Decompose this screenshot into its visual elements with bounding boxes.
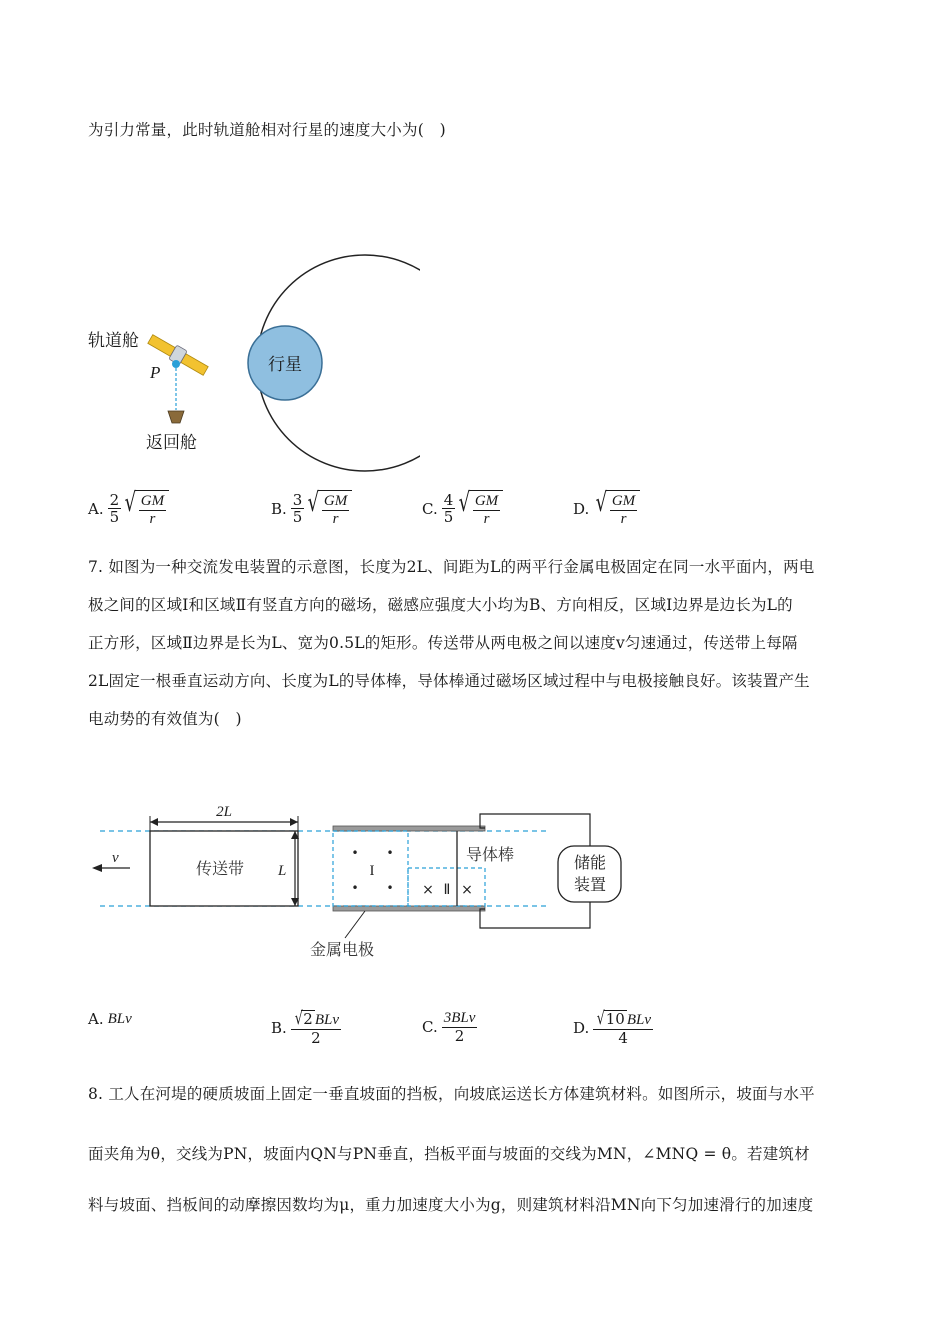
region-2-label: Ⅱ (443, 882, 451, 898)
storage-label-1: 储能 (573, 853, 607, 872)
orbiter-label: 轨道舱 (88, 331, 139, 351)
storage-label-2: 装置 (573, 875, 607, 894)
q7-option-a[interactable] (88, 1010, 132, 1028)
region-1-label: I (369, 863, 375, 879)
solar-panel-right (181, 354, 209, 376)
option-c-coefficient: $\frac{4}{5}$ (443, 490, 454, 526)
q7-line-3: 正方形，区域Ⅱ边界是长为L、宽为0.5L的矩形。传送带从两电极之间以速度v匀速通过，传送带上每隔 (88, 634, 798, 652)
q7-line-2: 极之间的区域I和区域Ⅱ有竖直方向的磁场，磁感应强度大小均为B、方向相反，区域I边界是边长为L的 (88, 596, 793, 614)
region-1-dot: • (351, 881, 359, 895)
region-1-dot: • (386, 881, 394, 895)
planet-label: 行星 (268, 355, 302, 375)
option-c-expr: $\frac{\text{3BLv}}{2}$ (443, 1010, 476, 1045)
top-electrode (333, 826, 485, 831)
option-a-expr: BLv (107, 1010, 132, 1027)
option-b-label: B. (271, 1019, 287, 1037)
width-label: 2L (216, 804, 232, 820)
option-c-radical: √ $\frac{GM}{r}$ (456, 490, 503, 527)
option-b-label: B. (271, 499, 287, 518)
point-p-marker (172, 360, 180, 368)
orbit-figure (80, 240, 420, 480)
q7-option-d[interactable] (573, 1010, 654, 1046)
q7-line-5: 电动势的有效值为( ) (88, 710, 242, 728)
solar-panel-left (148, 335, 176, 357)
option-d-label: D. (573, 499, 590, 518)
q6-question-tail: 为引力常量，此时轨道舱相对行星的速度大小为( ) (88, 121, 446, 139)
option-d-radical: √ $\frac{GM}{r}$ (593, 490, 640, 527)
electrode-label: 金属电极 (310, 940, 375, 959)
option-a-coefficient: $\frac{2}{5}$ (109, 490, 120, 526)
q6-option-c[interactable] (422, 490, 503, 527)
q7-option-b[interactable] (271, 1010, 342, 1046)
option-b-radical: √ $\frac{GM}{r}$ (305, 490, 352, 527)
region-2-cross: × (422, 882, 434, 898)
q8-line-2: 面夹角为θ，交线为PN，坡面内QN与PN垂直，挡板平面与坡面的交线为MN，∠MNQ = θ。若建筑材 (88, 1145, 810, 1163)
option-b-expr: √ 2 BLv 2 (291, 1010, 341, 1046)
height-label: L (278, 863, 287, 879)
option-c-label: C. (422, 499, 438, 518)
option-b-coefficient: $\frac{3}{5}$ (292, 490, 303, 526)
rod-label: 导体棒 (466, 845, 515, 864)
q8-line-3: 料与坡面、挡板间的动摩擦因数均为μ，重力加速度大小为g，则建筑材料沿MN向下匀加速滑行的加速度 (88, 1196, 814, 1214)
option-d-label: D. (573, 1019, 590, 1037)
q7-line-1: 7. 如图为一种交流发电装置的示意图，长度为2L、间距为L的两平行金属电极固定在同一水平面内，两电 (88, 558, 815, 576)
option-a-label: A. (88, 499, 104, 518)
region-1-dot: • (386, 846, 394, 860)
velocity-label: v (112, 850, 119, 866)
point-p-label: P (150, 363, 161, 382)
q7-option-c[interactable] (422, 1010, 478, 1044)
velocity-arrow-head (92, 864, 102, 872)
q7-line-4: 2L固定一根垂直运动方向、长度为L的导体棒，导体棒通过磁场区域过程中与电极接触良好。该装置产生 (88, 672, 810, 690)
option-a-radical: √ $\frac{GM}{r}$ (122, 490, 169, 527)
belt-label: 传送带 (195, 859, 245, 878)
bottom-electrode (333, 906, 485, 911)
region-2-cross: × (461, 882, 473, 898)
generator-figure (80, 800, 640, 970)
option-d-expr: √ 10 BLv 4 (593, 1010, 653, 1046)
option-a-label: A. (88, 1010, 104, 1028)
q6-option-b[interactable] (271, 490, 352, 527)
region-1-dot: • (351, 846, 359, 860)
q8-line-1: 8. 工人在河堤的硬质坡面上固定一垂直坡面的挡板，向坡底运送长方体建筑材料。如图所示，坡面与水平 (88, 1085, 815, 1103)
return-capsule-icon (168, 411, 184, 423)
electrode-pointer (345, 911, 365, 938)
return-capsule-label: 返回舱 (146, 433, 197, 453)
q6-option-d[interactable] (573, 490, 640, 527)
q6-option-a[interactable] (88, 490, 169, 527)
option-c-label: C. (422, 1018, 438, 1036)
